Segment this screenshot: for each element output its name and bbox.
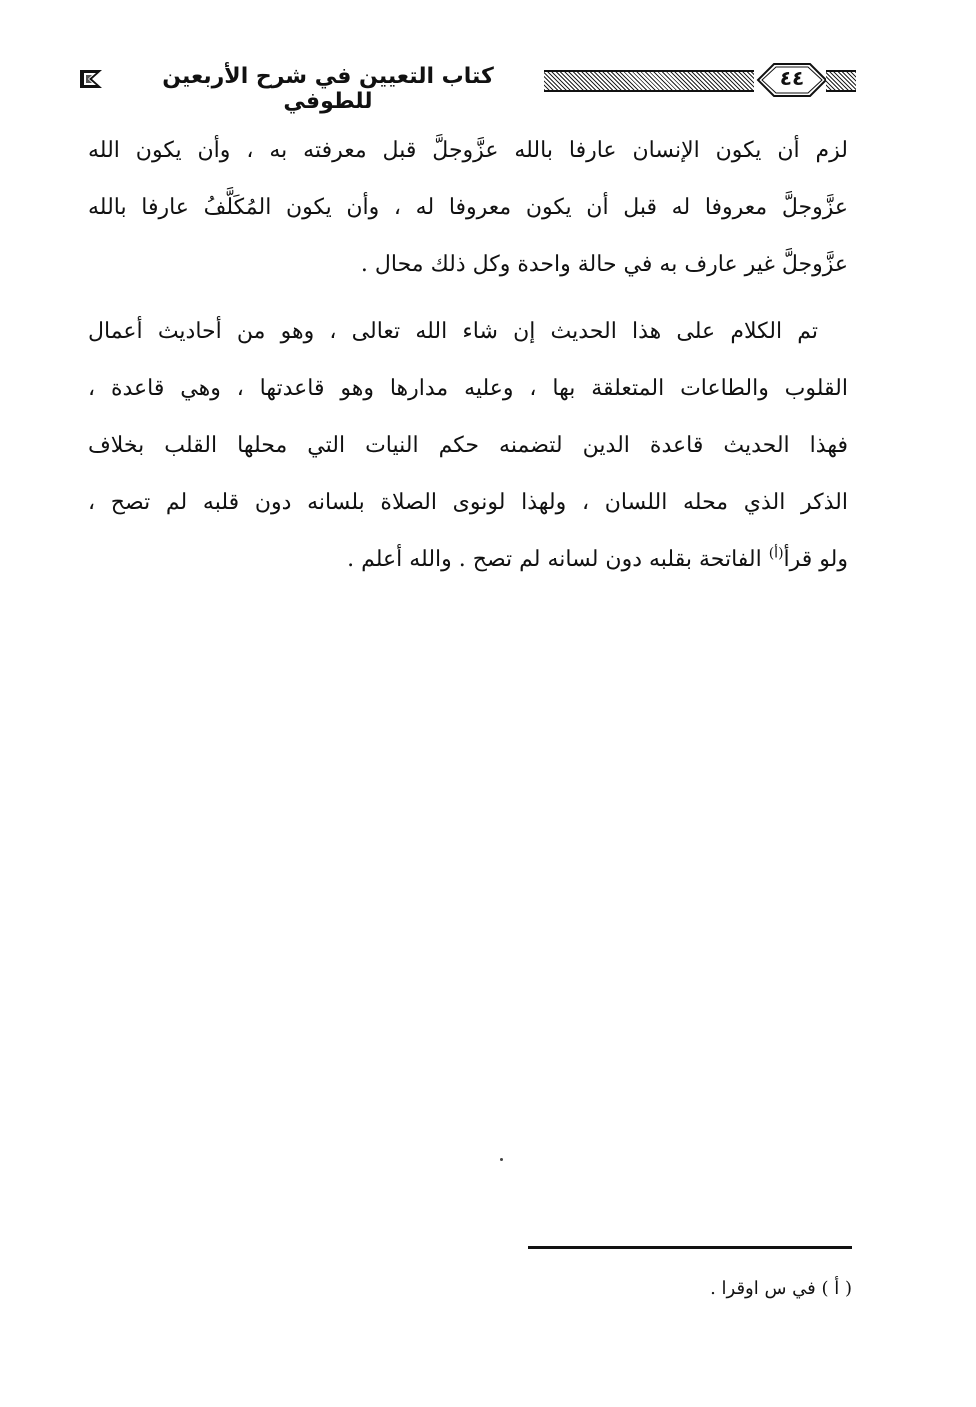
footnote-separator (528, 1246, 852, 1249)
main-text (88, 122, 848, 588)
header-decorative-bar-right (826, 70, 856, 92)
text-line: لزم أن يكون الإنسان عارفا بالله عزَّوجلَّ قبل معرفته به ، وأن يكون الله (88, 138, 848, 163)
text-line: فهذا الحديث قاعدة الدين لتضمنه حكم النيات التي محلها القلب بخلاف (88, 433, 848, 458)
text-line: القلوب والطاعات المتعلقة بها ، وعليه مدارها وهو قاعدتها ، وهي قاعدة ، (88, 376, 848, 401)
page-header (78, 62, 858, 112)
text-line: تم الكلام على هذا الحديث إن شاء الله تعالى ، وهو من أحاديث أعمال (88, 319, 818, 344)
footnote: ( أ ) في س اوقرا . (710, 1278, 852, 1299)
book-title: كتاب التعيين في شرح الأربعين للطوفي (162, 64, 494, 114)
stray-dot (500, 1158, 503, 1161)
text-segment: ولو قرأ (783, 547, 848, 572)
text-line-final (88, 531, 848, 588)
text-line: عزَّوجلَّ غير عارف به في حالة واحدة وكل ذلك محال . (360, 252, 848, 277)
footnote-reference: (أ) (768, 545, 784, 562)
text-line: الذكر الذي محله اللسان ، ولهذا لونوى الصلاة بلسانه دون قلبه لم تصح ، (88, 490, 848, 515)
text-segment: الفاتحة بقلبه دون لسانه لم تصح . والله أعلم . (347, 547, 769, 572)
header-decorative-bar (544, 70, 754, 92)
ornament-icon (78, 68, 104, 90)
page-number: ٤٤ (779, 66, 805, 90)
text-line: عزَّوجلَّ معروفا له قبل أن يكون معروفا له ، وأن يكون المُكَلَّفُ عارفا بالله (88, 195, 848, 220)
